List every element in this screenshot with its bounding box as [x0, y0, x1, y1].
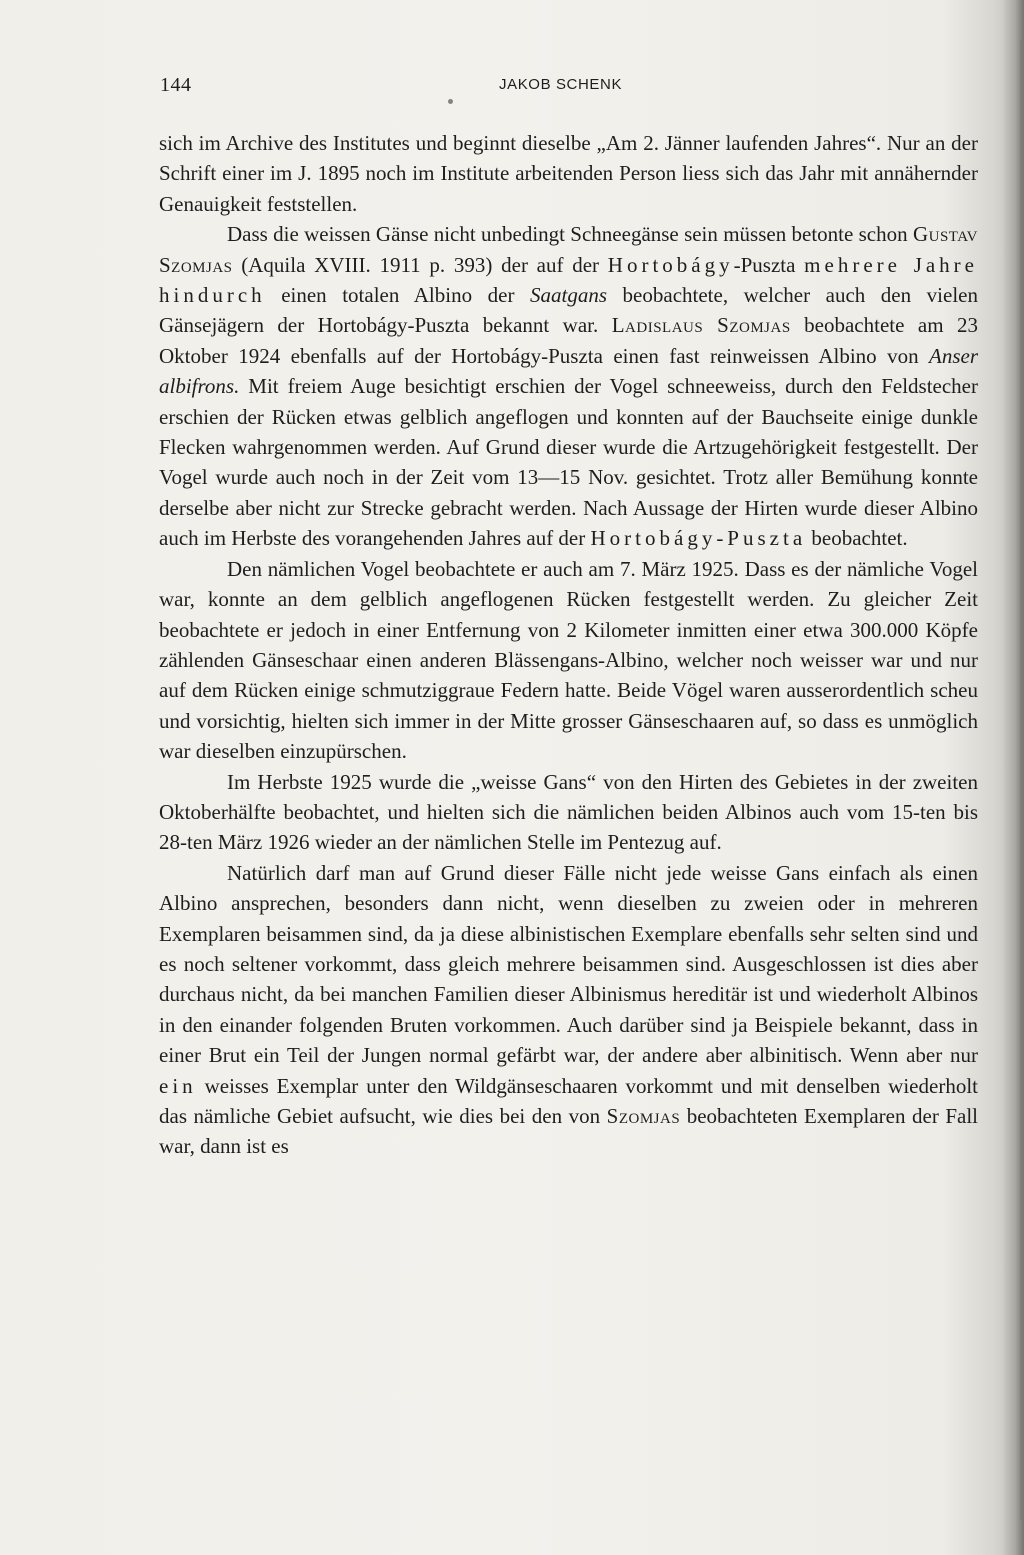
paragraph-1 [159, 128, 978, 219]
author-name: Szomjas [606, 1104, 681, 1128]
paragraph-5 [159, 858, 978, 1162]
text-run: beobachtete am 23 Oktober 1924 ebenfalls auf der Hortobágy-Puszta einen fast reinweissen Albino von [159, 313, 978, 368]
binding-edge-line [1020, 40, 1022, 1520]
text-run: Natürlich darf man auf Grund dieser Fälle nicht jede weisse Gans einfach als einen Albino ansprechen, besonders dann nicht, wenn dieselben zu zweien oder in mehreren Exemplaren beisammen sind, da ja diese albinistischen Exemplare ebenfalls sehr selten sind und es noch seltener vorkommt, dass gleich mehrere beisammen sind. Ausgeschlossen ist dies aber durchaus nicht, da bei manchen Familien dieser Albinismus hereditär ist und wiederholt Albinos in den einander folgenden Bruten vorkommen. Auch darüber sind ja Beispiele bekannt, dass in einer Brut ein Teil der Jungen normal gefärbt war, der andere aber albinitisch. Wenn aber nur [159, 860, 978, 1068]
text-run: (Aquila XVIII. 1911 p. 393) der auf der [232, 252, 608, 277]
text-run: Den nämlichen Vogel beobachtete er auch am 7. März 1925. Dass es der nämliche Vogel war, konnte an dem gelblich angeflogenen Rücken festgestellt werden. Zu gleicher Zeit beobachtete er jedoch in einer Entfernung von 2 Kilometer inmitten einer etwa 300.000 Köpfe zählenden Gänseschaar einen anderen Blässengans-Albino, welcher noch weisser war und nur auf dem Rücken einige schmutziggraue Federn hatte. Beide Vögel waren ausserordentlich scheu und vorsichtig, hielten sich immer in der Mitte grosser Gänseschaaren auf, so dass es unmöglich war dieselben einzupürschen. [159, 556, 978, 764]
author-name: Ladislaus Szomjas [611, 313, 791, 338]
text-run: einen totalen Albino der [265, 283, 530, 308]
spaced-text: Hortobágy [607, 252, 734, 277]
text-run: Mit freiem Auge besichtigt erschien der Vogel schneeweiss, durch den Feldstecher erschien der Rücken etwas gelblich angeflogen und konnten auf der Bauchseite einige dunkle Flecken wahrgenommen werden. Auf Grund dieser wurde die Artzugehörigkeit festgestellt. Der Vogel wurde auch noch in der Zeit vom 13—15 Nov. gesichtet. Trotz aller Bemühung konnte derselbe aber nicht zur Strecke gebracht werden. Nach Aussage der Hirten wurde dieser Albino auch im Herbste des vorangehenden Jahres auf der [159, 374, 978, 551]
species-name: Anser albifrons. [159, 343, 978, 399]
text-run: beobachtete, welcher auch den vielen Gänsejägern der Hortobágy-Puszta bekannt war. [159, 283, 978, 338]
author-name: Gustav Szomjas [159, 222, 978, 277]
ink-speck [448, 99, 453, 104]
page-number: 144 [160, 74, 192, 96]
body-text [159, 128, 978, 1162]
text-run: beobachteten Exemplaren der Fall war, dann ist es [159, 1104, 979, 1159]
text-run: Im Herbste 1925 wurde die „weisse Gans“ von den Hirten des Gebietes in der zweiten Oktoberhälfte beobachtet, und hielten sich die nämlichen beiden Albinos auch vom 15-ten bis 28-ten März 1926 wieder an der nämlichen Stelle im Pentezug auf. [159, 769, 978, 855]
paragraph-2 [159, 219, 978, 553]
text-run: sich im Archive des Institutes und beginnt dieselbe „Am 2. Jänner laufenden Jahres“. Nur an der Schrift einer im J. 1895 noch im Institute arbeitenden Person liess sich das Jahr mit annähernder Genauigkeit feststellen. [159, 131, 978, 216]
spaced-text: Hortobágy-Puszta [590, 526, 807, 551]
species-name: Saatgans [530, 283, 608, 308]
running-head: JAKOB SCHENK [499, 76, 623, 93]
text-run: Dass die weissen Gänse nicht unbedingt Schneegänse sein müssen betonte schon [227, 222, 913, 247]
text-run: beobachtet. [806, 526, 908, 551]
spaced-text: mehrere Jahre hindurch [159, 252, 978, 308]
paragraph-4 [159, 767, 978, 858]
text-run: weisses Exemplar unter den Wildgänseschaaren vorkommt und mit denselben wiederholt das nämliche Gebiet aufsucht, wie dies bei den von [159, 1073, 978, 1128]
page-header [158, 74, 978, 104]
paragraph-3 [159, 554, 978, 767]
text-run: -Puszta [733, 252, 805, 277]
spaced-text: ein [159, 1073, 197, 1098]
